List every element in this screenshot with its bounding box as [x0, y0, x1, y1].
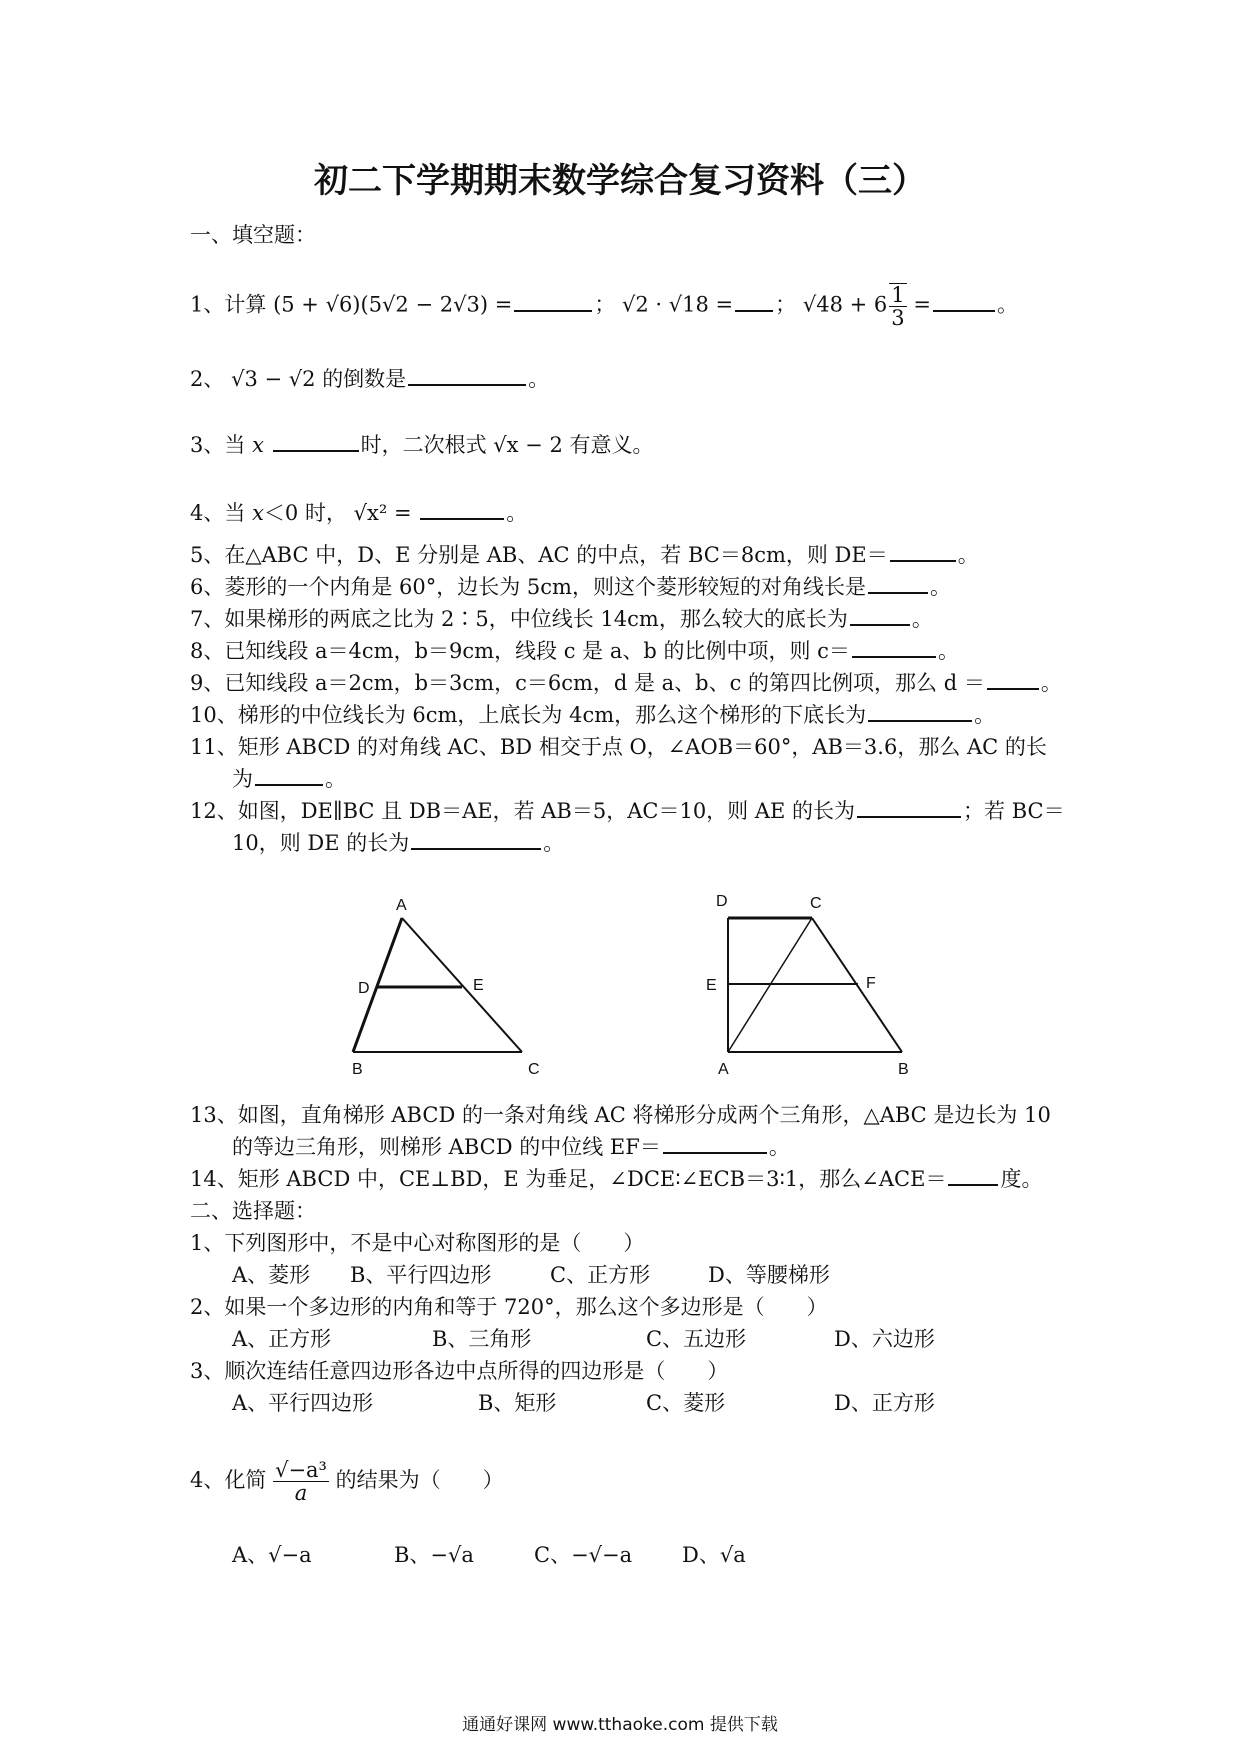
- q12-end: 。: [543, 831, 565, 855]
- question-1: [190, 283, 1018, 329]
- q3-expression: √x − 2: [493, 433, 563, 457]
- question-4: [190, 498, 527, 528]
- q4-pre: 当: [224, 501, 246, 525]
- q7-end: 。: [911, 607, 933, 631]
- q1-fraction: [889, 283, 906, 329]
- c4-option-c[interactable]: C、−√−a: [534, 1543, 633, 1567]
- q1-expression-c: √48 + 6: [802, 292, 888, 317]
- q10-text: 10、梯形的中位线长为 6cm，上底长为 4cm，那么这个梯形的下底长为: [190, 703, 867, 727]
- fig2-label-a: A: [718, 1061, 729, 1078]
- q10-end: 。: [974, 703, 996, 727]
- q11-end: 。: [325, 767, 346, 791]
- q6-blank[interactable]: [868, 574, 928, 594]
- fig1-label-a: A: [396, 897, 407, 914]
- q5-text: 5、在△ABC 中，D、E 分别是 AB、AC 的中点，若 BC＝8cm，则 DE＝: [190, 543, 888, 567]
- q1-fraction-numerator: 1: [891, 283, 905, 307]
- c2-option-a[interactable]: A、正方形: [232, 1327, 332, 1351]
- c4-fraction-denominator: a: [294, 1481, 308, 1505]
- q4-equals: =: [387, 501, 412, 525]
- choice-3-options: [232, 1388, 935, 1418]
- q1-expression-b: √2 · √18 =: [622, 292, 734, 317]
- q4-mid: ＜0 时，: [263, 501, 347, 525]
- fig1-label-e: E: [473, 977, 484, 994]
- q2-expression: √3 − √2: [231, 367, 316, 391]
- q5-end: 。: [957, 543, 979, 567]
- question-13-line-1: 13、如图，直角梯形 ABCD 的一条对角线 AC 将梯形分成两个三角形，△ABC 是边长为 10: [190, 1103, 1051, 1127]
- q3-mid: 时，二次根式: [360, 433, 487, 457]
- q1-fraction-denominator: 3: [891, 306, 905, 330]
- c4-option-d[interactable]: D、√a: [682, 1543, 746, 1567]
- q1-blank-a[interactable]: [514, 292, 592, 312]
- c1-option-b[interactable]: B、平行四边形: [350, 1263, 492, 1287]
- q13-text: 的等边三角形，则梯形 ABCD 的中位线 EF＝: [232, 1135, 661, 1159]
- q11-blank[interactable]: [255, 766, 323, 786]
- q14-text: 14、矩形 ABCD 中，CE⊥BD，E 为垂足，∠DCE∶∠ECB＝3∶1，那么∠ACE＝: [190, 1167, 947, 1191]
- q14-blank[interactable]: [948, 1166, 998, 1186]
- figure-right-trapezoid: [700, 880, 930, 1080]
- c3-option-d[interactable]: D、正方形: [834, 1391, 935, 1415]
- q5-blank[interactable]: [890, 542, 956, 562]
- c3-option-a[interactable]: A、平行四边形: [232, 1391, 374, 1415]
- q1-sep1: ；: [594, 292, 616, 317]
- q9-end: 。: [1040, 671, 1062, 695]
- c4-fraction: [273, 1459, 329, 1504]
- question-10: [190, 700, 995, 730]
- q3-post: 有意义。: [569, 433, 654, 457]
- fig1-label-c: C: [528, 1061, 540, 1078]
- q12-blank-b[interactable]: [411, 830, 541, 850]
- q9-blank[interactable]: [987, 670, 1039, 690]
- question-12-line-2: [232, 828, 564, 858]
- question-6: [190, 572, 951, 602]
- q1-sep2: ；: [775, 292, 797, 317]
- question-8: [190, 636, 959, 666]
- q14-end: 度。: [1000, 1167, 1043, 1191]
- q7-blank[interactable]: [850, 606, 910, 626]
- choice-4-options: [232, 1540, 746, 1570]
- question-14: [190, 1164, 1042, 1194]
- question-2: [190, 364, 549, 394]
- c3-option-b[interactable]: B、矩形: [478, 1391, 557, 1415]
- fig2-label-d: D: [716, 893, 728, 910]
- c2-option-c[interactable]: C、五边形: [646, 1327, 747, 1351]
- c2-option-d[interactable]: D、六边形: [834, 1327, 935, 1351]
- q2-text: 的倒数是: [322, 367, 407, 391]
- q3-variable: x: [252, 433, 264, 457]
- fig2-label-f: F: [866, 975, 876, 992]
- q1-blank-b[interactable]: [735, 292, 773, 312]
- q8-text: 8、已知线段 a＝4cm，b＝9cm，线段 c 是 a、b 的比例中项，则 c＝: [190, 639, 850, 663]
- fig2-label-c: C: [810, 895, 822, 912]
- q2-number: 2、: [190, 367, 225, 391]
- q12-text-a: 12、如图，DE∥BC 且 DB＝AE，若 AB＝5，AC＝10，则 AE 的长为: [190, 799, 856, 823]
- q1-end: 。: [996, 292, 1018, 317]
- q12-text-b: 10，则 DE 的长为: [232, 831, 410, 855]
- question-12-line-1: [190, 796, 1065, 826]
- q2-end: 。: [528, 367, 550, 391]
- question-9: [190, 668, 1062, 698]
- c1-option-c[interactable]: C、正方形: [550, 1263, 651, 1287]
- question-3: [190, 430, 654, 460]
- q4-number: 4、: [190, 501, 225, 525]
- question-5: [190, 540, 979, 570]
- fig1-label-b: B: [352, 1061, 363, 1078]
- c4-fraction-numerator: √−a³: [275, 1458, 327, 1482]
- fig2-label-e: E: [706, 977, 717, 994]
- q4-expression: √x²: [353, 501, 388, 525]
- choice-2-question: 2、如果一个多边形的内角和等于 720°，那么这个多边形是（ ）: [190, 1295, 828, 1319]
- q6-end: 。: [929, 575, 951, 599]
- q1-text: 计算: [224, 292, 267, 317]
- c4-post: 的结果为（ ）: [335, 1468, 504, 1492]
- q4-blank[interactable]: [420, 500, 504, 520]
- q3-blank[interactable]: [273, 432, 359, 452]
- choice-1-question: 1、下列图形中，不是中心对称图形的是（ ）: [190, 1231, 645, 1255]
- section-choice-heading: 二、选择题：: [190, 1199, 316, 1223]
- q9-text: 9、已知线段 a＝2cm，b＝3cm，c＝6cm，d 是 a、b、c 的第四比例项，那么 d ＝: [190, 671, 985, 695]
- q3-number: 3、: [190, 433, 225, 457]
- fig2-label-b: B: [898, 1061, 909, 1078]
- question-11-line-1: 11、矩形 ABCD 的对角线 AC、BD 相交于点 O，∠AOB＝60°，AB＝3.6，那么 AC 的长: [190, 735, 1047, 759]
- q12-text-a2: ；若 BC＝: [963, 799, 1065, 823]
- q4-end: 。: [506, 501, 528, 525]
- q1-blank-c[interactable]: [933, 292, 995, 312]
- footer-download-note: 通通好课网 www.tthaoke.com 提供下载: [462, 1715, 778, 1735]
- q12-blank-a[interactable]: [857, 798, 961, 818]
- q11-text: 为: [232, 767, 253, 791]
- q8-blank[interactable]: [852, 638, 936, 658]
- c4-pre: 4、化简: [190, 1468, 267, 1492]
- q8-end: 。: [937, 639, 959, 663]
- section-fill-in-heading: 一、填空题：: [190, 223, 316, 247]
- q6-text: 6、菱形的一个内角是 60°，边长为 5cm，则这个菱形较短的对角线长是: [190, 575, 866, 599]
- choice-1-options: [232, 1260, 830, 1290]
- question-7: [190, 604, 933, 634]
- fig1-label-d: D: [358, 980, 370, 997]
- fig1-side-ac: [402, 918, 522, 1052]
- choice-4-question: [190, 1448, 504, 1512]
- q10-blank[interactable]: [868, 702, 972, 722]
- page-title: 初二下学期期末数学综合复习资料（三）: [314, 161, 926, 201]
- q4-variable: x: [252, 501, 264, 525]
- q3-pre: 当: [224, 433, 246, 457]
- question-13-line-2: [232, 1132, 790, 1162]
- choice-2-options: [232, 1324, 935, 1354]
- choice-3-question: 3、顺次连结任意四边形各边中点所得的四边形是（ ）: [190, 1359, 729, 1383]
- c3-option-c[interactable]: C、菱形: [646, 1391, 726, 1415]
- question-11-line-2: [232, 764, 346, 794]
- c4-option-b[interactable]: B、−√a: [394, 1543, 474, 1567]
- q13-blank[interactable]: [663, 1134, 767, 1154]
- c2-option-b[interactable]: B、三角形: [432, 1327, 532, 1351]
- c1-option-a[interactable]: A、菱形: [232, 1263, 311, 1287]
- c4-option-a[interactable]: A、√−a: [232, 1543, 312, 1567]
- q1-equals: =: [913, 292, 931, 317]
- q7-text: 7、如果梯形的两底之比为 2∶5，中位线长 14cm，那么较大的底长为: [190, 607, 848, 631]
- c1-option-d[interactable]: D、等腰梯形: [708, 1263, 830, 1287]
- q13-end: 。: [768, 1135, 790, 1159]
- q1-expression-a: (5 + √6)(5√2 − 2√3) =: [273, 292, 513, 317]
- q2-blank[interactable]: [408, 366, 526, 386]
- q1-number: 1、: [190, 292, 225, 317]
- figure-triangle-abc: [340, 888, 560, 1078]
